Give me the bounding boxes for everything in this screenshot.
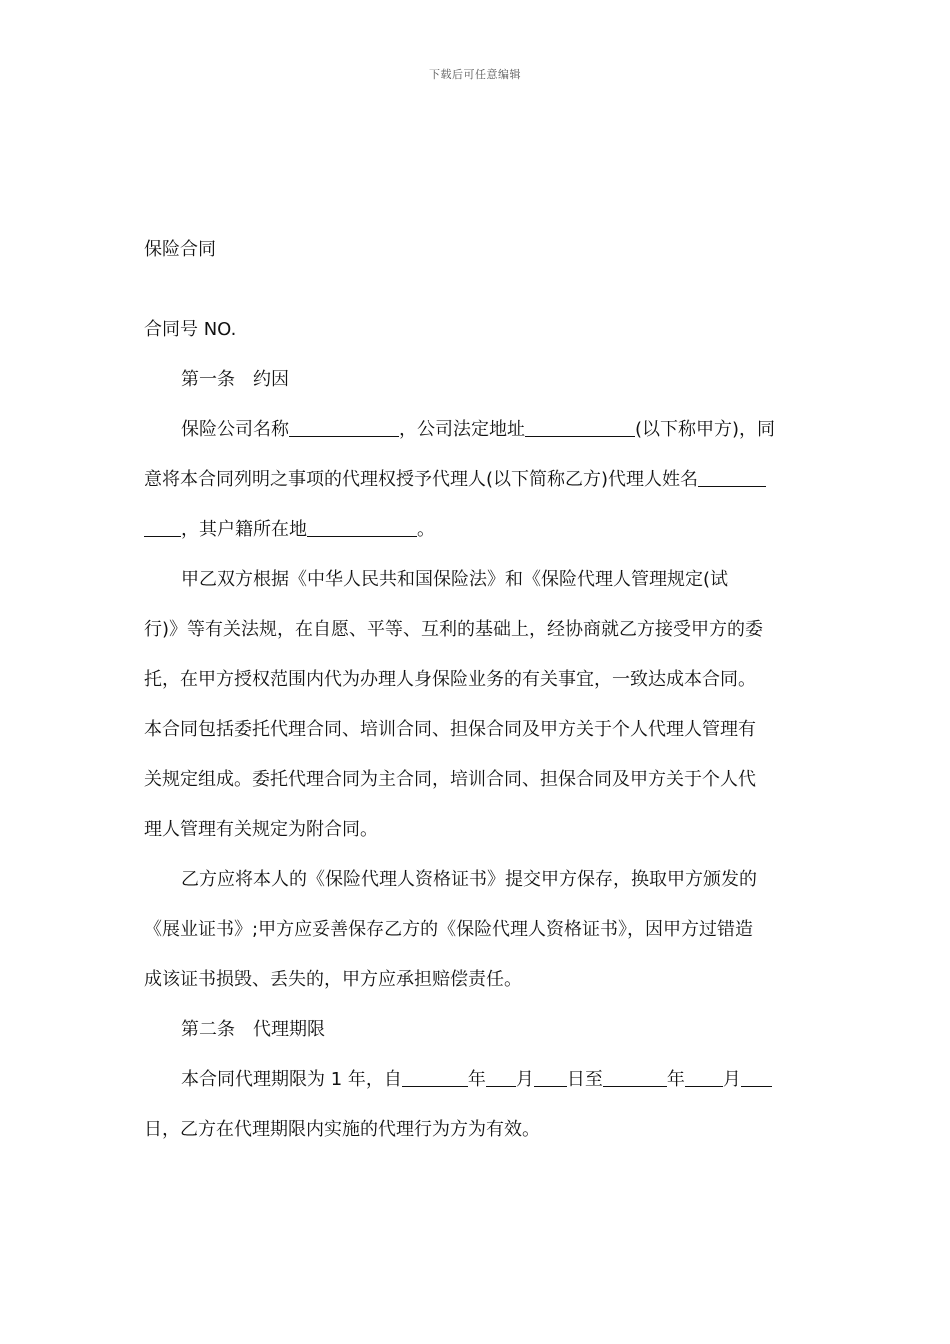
article-1-heading (144, 355, 804, 405)
header-note: 下载后可任意编辑 (429, 68, 521, 81)
agent-name-blank (698, 468, 766, 487)
paragraph-line: 关规定组成。委托代理合同为主合同，培训合同、担保合同及甲方关于个人代 (144, 769, 756, 790)
text-fragment: ，其户籍所在地 (181, 519, 307, 540)
company-address-blank (525, 418, 635, 437)
text-fragment: 保险公司名称 (181, 419, 289, 440)
text-fragment: 本合同代理期限为 1 年，自 (181, 1069, 402, 1090)
month-label: 月 (722, 1069, 741, 1090)
month-label: 月 (515, 1069, 534, 1090)
paragraph-line: 托，在甲方授权范围内代为办理人身保险业务的有关事宜，一致达成本合同。 (144, 669, 756, 690)
article-2-para-1-line-2: 日，乙方在代理期限内实施的代理行为方为有效。 (144, 1119, 540, 1140)
paragraph-line: 甲乙双方根据《中华人民共和国保险法》和《保险代理人管理规定(试 (181, 569, 729, 590)
article-2-para-1-line-1 (144, 1055, 804, 1105)
paragraph-line: 本合同包括委托代理合同、培训合同、担保合同及甲方关于个人代理人管理有 (144, 719, 756, 740)
year-label: 年 (666, 1069, 685, 1090)
article-2-number: 第二条 (181, 1019, 235, 1040)
company-name-blank (289, 418, 399, 437)
start-year-blank (402, 1068, 468, 1087)
text-fragment: 意将本合同列明之事项的代理权授予代理人(以下简称乙方)代理人姓名 (144, 469, 699, 490)
end-year-blank (603, 1068, 667, 1087)
document-title: 保险合同 (144, 239, 216, 260)
day-to-label: 日至 (566, 1069, 603, 1090)
agent-name-blank-cont (144, 518, 181, 537)
residence-blank (307, 518, 417, 537)
year-label: 年 (467, 1069, 486, 1090)
start-day-blank (534, 1068, 567, 1087)
paragraph-line: 乙方应将本人的《保险代理人资格证书》提交甲方保存，换取甲方颁发的 (181, 869, 757, 890)
article-1-para-1-line-2 (144, 455, 804, 505)
paragraph-line: 理人管理有关规定为附合同。 (144, 819, 378, 840)
text-fragment: (以下称甲方)，同 (635, 419, 776, 440)
article-1-para-1-line-3 (144, 505, 804, 555)
start-month-blank (486, 1068, 516, 1087)
end-day-blank (741, 1068, 772, 1087)
paragraph-line: 成该证书损毁、丢失的，甲方应承担赔偿责任。 (144, 969, 522, 990)
article-2-name: 代理期限 (253, 1019, 325, 1040)
paragraph-line: 行)》等有关法规，在自愿、平等、互利的基础上，经协商就乙方接受甲方的委 (144, 619, 764, 640)
end-month-blank (685, 1068, 723, 1087)
article-2-heading (144, 1005, 804, 1055)
text-fragment: 。 (417, 519, 435, 540)
paragraph-line: 《展业证书》;甲方应妥善保存乙方的《保险代理人资格证书》，因甲方过错造 (144, 919, 754, 940)
article-1-para-1-line-1 (144, 405, 804, 455)
article-1-name: 约因 (253, 369, 289, 390)
text-fragment: ，公司法定地址 (399, 419, 525, 440)
contract-number: 合同号 NO. (144, 319, 237, 340)
document-body (144, 230, 804, 1155)
article-1-number: 第一条 (181, 369, 235, 390)
